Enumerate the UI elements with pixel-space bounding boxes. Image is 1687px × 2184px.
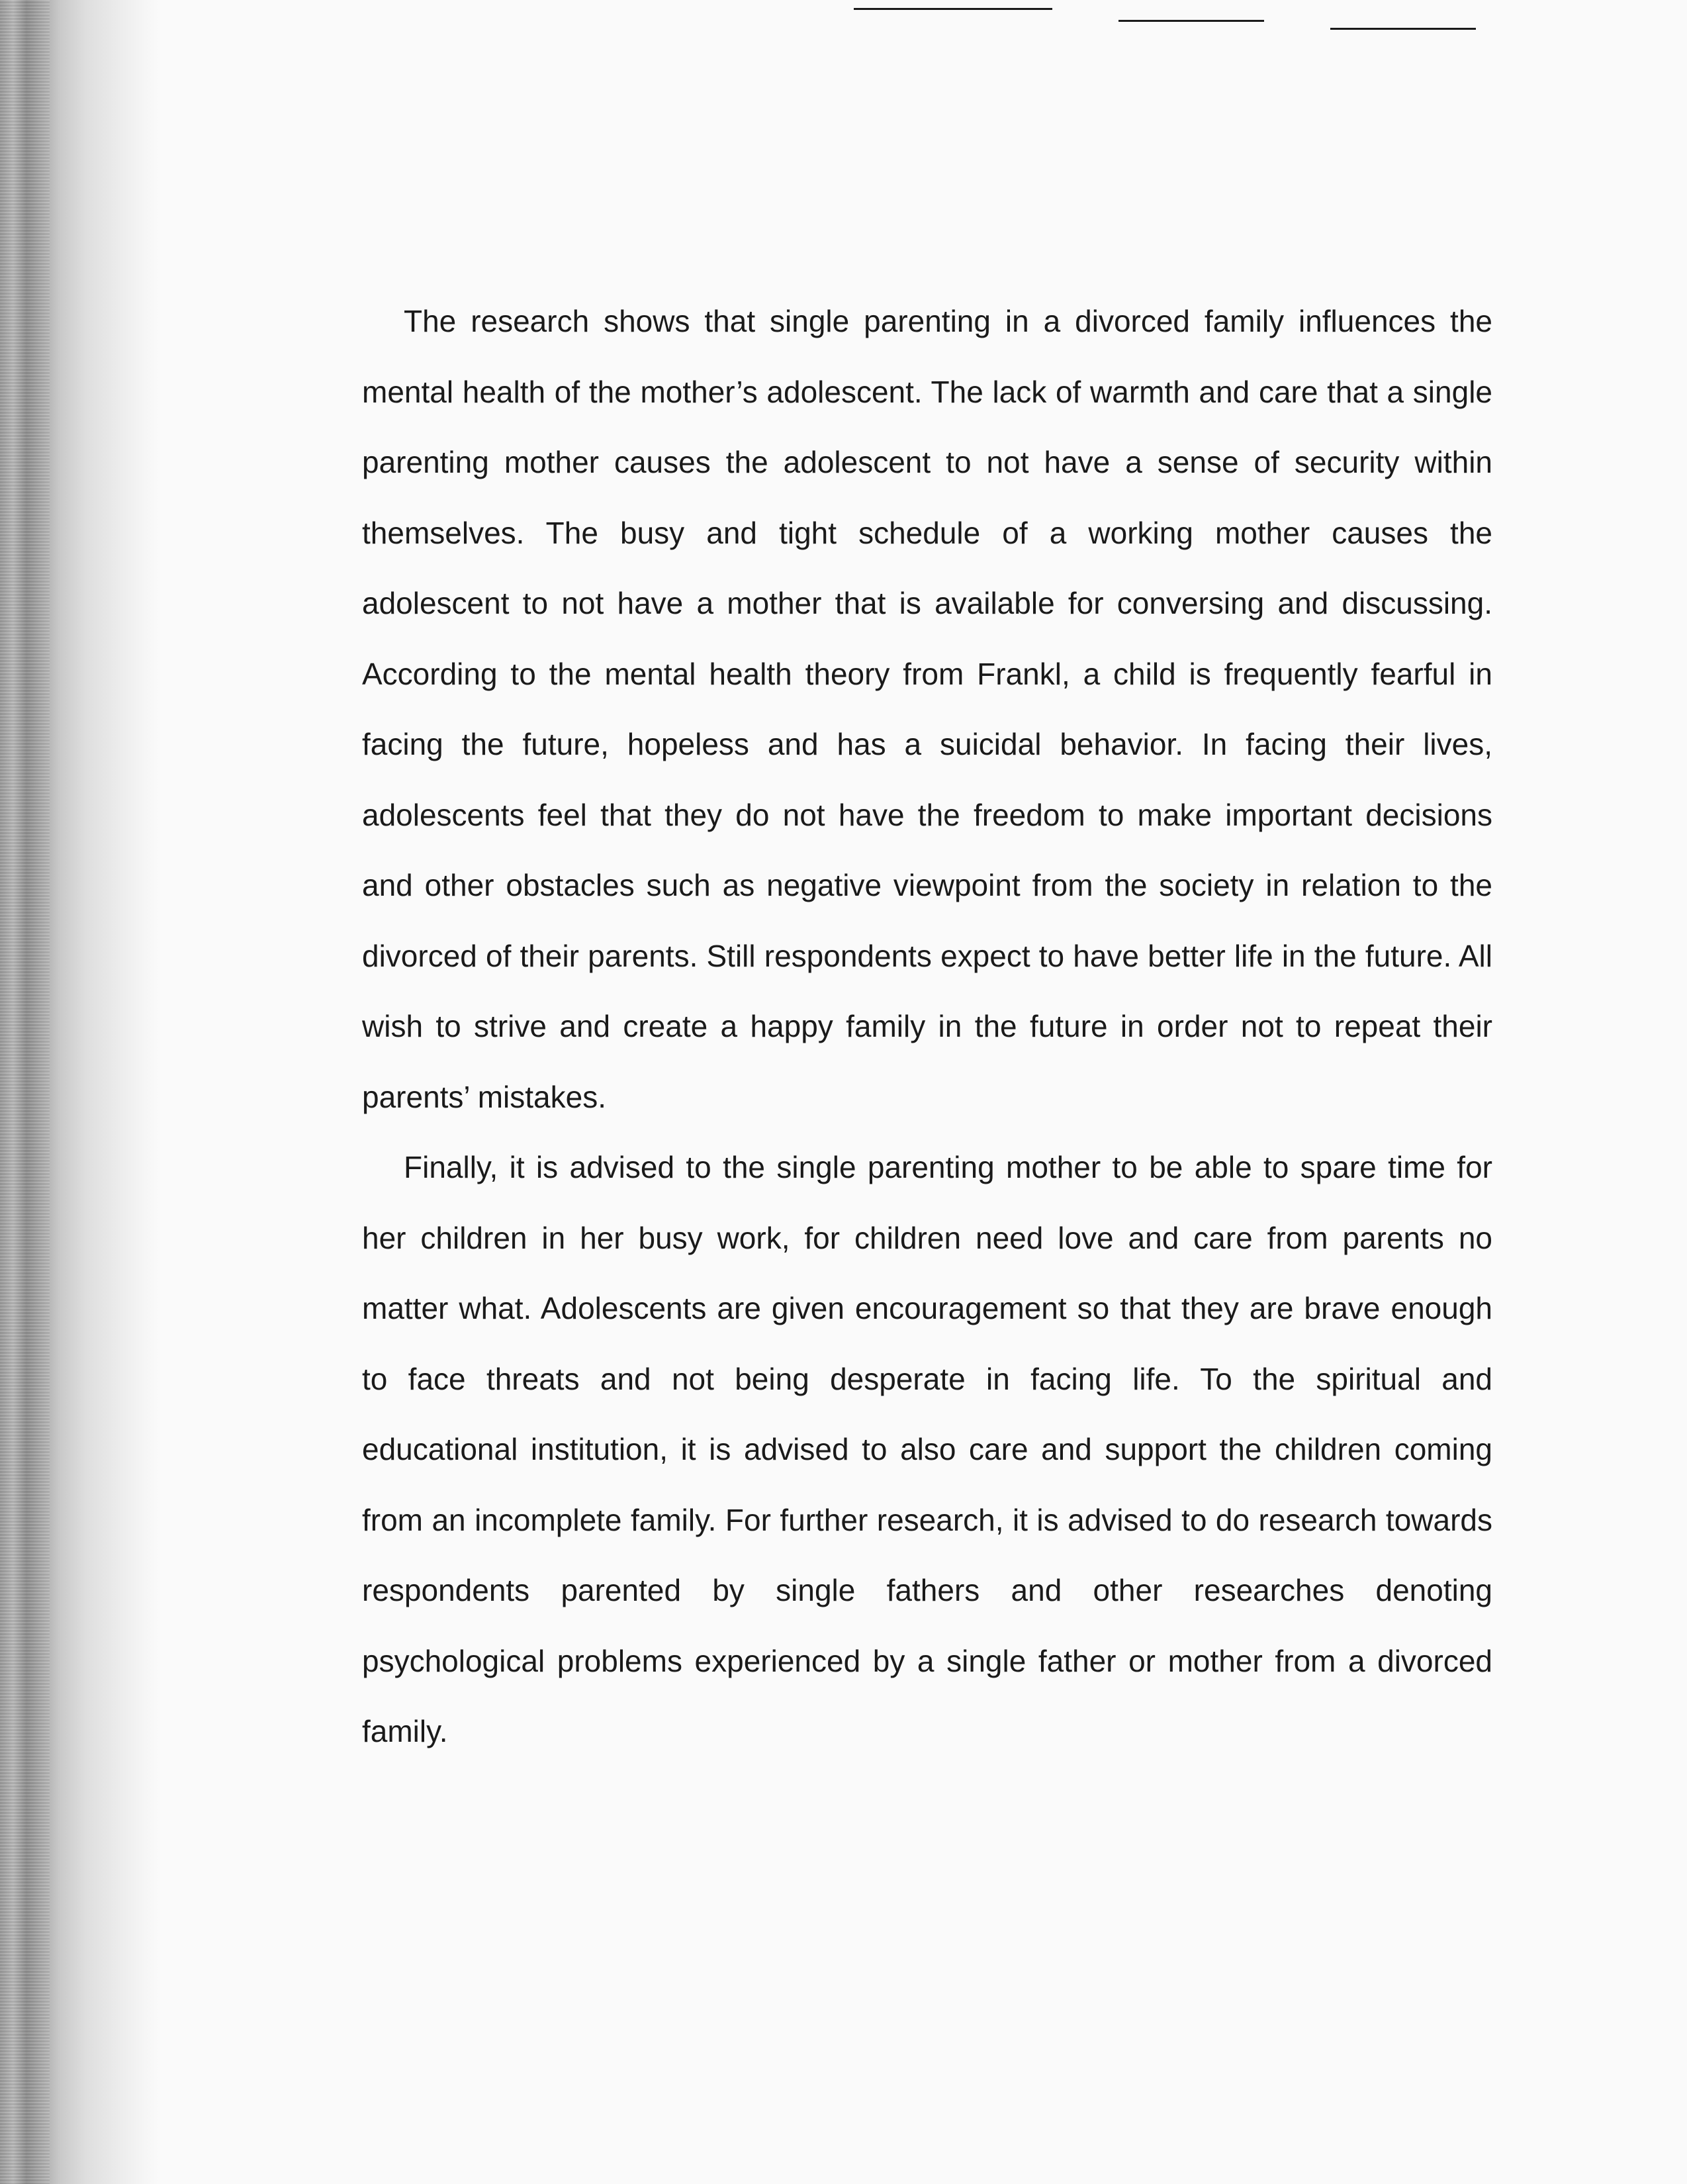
top-rule: [854, 8, 1052, 10]
top-rule: [1118, 20, 1264, 22]
paragraph-conclusion: The research shows that single parenting in a divorced family influences the mental health of the mother’s adolescent. The lack of warmth and care that a single parenting mother causes the adolescent to not have a sense of security within themselves. The busy and tight schedule of a working mother causes the adolescent to not have a mother that is available for conversing and discussing. According to the mental health theory from Frankl, a child is frequently fearful in facing the future, hopeless and has a suicidal behavior. In facing their lives, adolescents feel that they do not have the freedom to make important decisions and other obstacles such as negative viewpoint from the society in relation to the divorced of their parents. Still respondents expect to have better life in the future. All wish to strive and create a happy family in the future in order not to repeat their parents’ mistakes.: [362, 304, 1492, 1114]
binding-edge-texture: [0, 0, 50, 2184]
paragraph-recommendations: Finally, it is advised to the single parenting mother to be able to spare time for her children in her busy work, for children need love and care from parents no matter what. Adolescents are given encouragement so that they are brave enough to face threats and not being desperate in facing life. To the spiritual and educational institution, it is advised to also care and support the children coming from an incomplete family. For further research, it is advised to do research towards respondents parented by single fathers and other researches denoting psychological problems experienced by a single father or mother from a divorced family.: [362, 1150, 1492, 1748]
top-rule: [1330, 28, 1476, 30]
body-text: [362, 286, 1492, 1767]
